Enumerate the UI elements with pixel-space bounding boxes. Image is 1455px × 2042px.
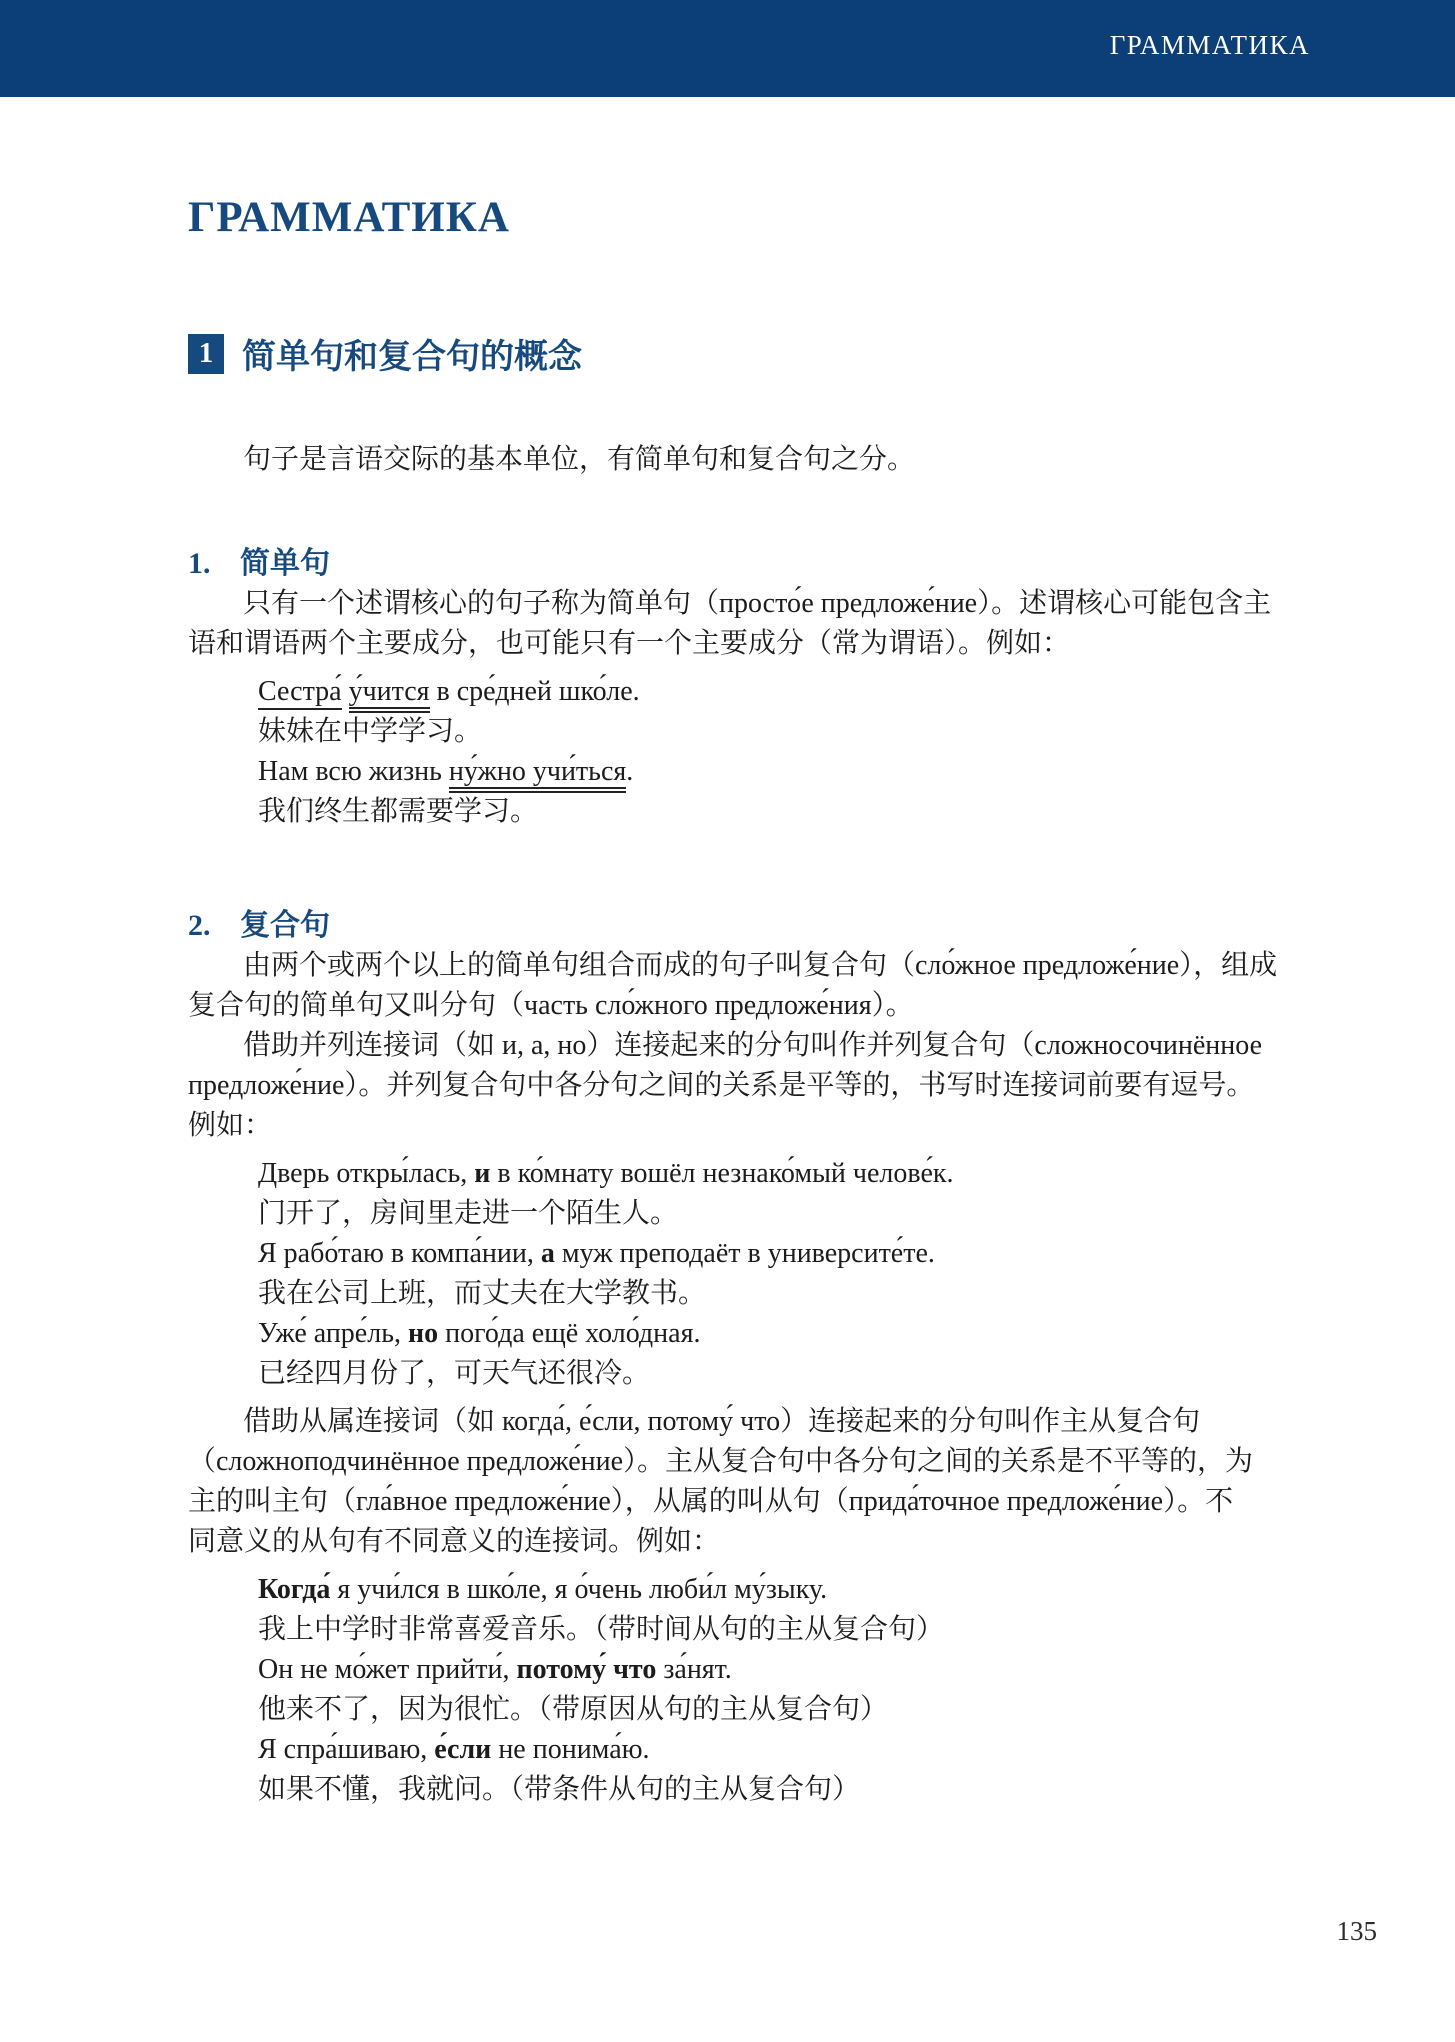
para-line: 例如： [188,1110,273,1141]
russian-example: Уже́ апре́ль, но пого́да ещё холо́дная. [258,1318,701,1349]
page-number: 135 [1336,1916,1377,1946]
section-title: 简单句和复合句的概念 [242,339,582,376]
intro-paragraph: 句子是言语交际的基本单位，有简单句和复合句之分。 [243,444,916,475]
subsection-1-examples [188,672,1315,832]
chinese-translation: 我们终生都需要学习。 [258,796,539,827]
subsection-2-paragraph-a [188,946,1315,1146]
subsection-1-paragraph [188,584,1315,664]
para-line: 主的叫主句（гла́вное предложе́ние），从属的叫从句（прида́точное предложе́ние）。不 [188,1486,1234,1517]
para-line: 同意义的从句有不同意义的连接词。例如： [188,1526,721,1557]
para-line: 由两个或两个以上的简单句组合而成的句子叫复合句（сло́жное предложе́ние），组成 [243,950,1278,981]
para-line: предложе́ние）。并列复合句中各分句之间的关系是平等的，书写时连接词前要有逗号。 [188,1070,1255,1101]
para-line: 借助从属连接词（如 когда́, е́сли, потому́ что）连接起来的分句叫作主从复合句 [243,1406,1201,1437]
russian-example: Я рабо́таю в компа́нии, а муж преподаёт в университе́те. [258,1238,935,1269]
running-header: ГРАММАТИКА [1109,30,1310,60]
chinese-translation: 我在公司上班，而丈夫在大学教书。 [258,1278,707,1309]
subsection-1-title: 简单句 [240,547,330,580]
russian-example: Сестра́ у́чится в сре́дней шко́ле. [188,672,1315,712]
para-line: （сложноподчинённое предложе́ние）。主从复合句中各分句之间的关系是不平等的，为 [188,1446,1254,1477]
subsection-2-number: 2. [188,909,211,942]
para-line: 借助并列连接词（如 и, а, но）连接起来的分句叫作并列复合句（сложносочинённое [243,1030,1263,1061]
subsection-2-heading [188,906,1315,946]
para-line: 语和谓语两个主要成分，也可能只有一个主要成分（常为谓语）。例如： [188,628,1071,659]
russian-example: Он не мо́жет прийти́, потому́ что за́нят. [258,1654,732,1685]
subsection-2-paragraph-c [188,1402,1315,1562]
chinese-translation: 妹妹在中学学习。 [258,716,483,747]
russian-example: Когда́ я учи́лся в шко́ле, я о́чень люби́л му́зыку. [258,1574,828,1605]
chinese-translation: 如果不懂，我就问。（带条件从句的主从复合句） [258,1774,861,1805]
subsection-1-number: 1. [188,547,211,580]
para-line: 复合句的简单句又叫分句（часть сло́жного предложе́ния）。 [188,990,914,1021]
header-band [0,0,1455,97]
chinese-translation: 他来不了，因为很忙。（带原因从句的主从复合句） [258,1694,889,1725]
russian-example: Дверь откры́лась, и в ко́мнату вошёл незнако́мый челове́к. [258,1158,954,1189]
section-heading [188,329,1315,378]
section-number-badge: 1 [188,334,224,374]
chinese-translation: 已经四月份了，可天气还很冷。 [258,1358,651,1389]
chinese-translation: 我上中学时非常喜爱音乐。（带时间从句的主从复合句） [258,1614,945,1645]
subsection-2-title: 复合句 [240,909,330,942]
subsection-1-heading [188,544,1315,584]
para-line: 只有一个述谓核心的句子称为简单句（просто́е предложе́ние）。述谓核心可能包含主 [243,588,1272,619]
page-title: ГРАММАТИКА [188,194,510,241]
russian-example: Нам всю жизнь ну́жно учи́ться. [188,752,1315,792]
subsection-2-examples-coordinate [188,1154,1315,1394]
russian-example: Я спра́шиваю, е́сли не понима́ю. [258,1734,650,1765]
subsection-2-examples-subordinate [188,1570,1315,1810]
page-content [0,195,1455,1810]
chinese-translation: 门开了，房间里走进一个陌生人。 [258,1198,679,1229]
